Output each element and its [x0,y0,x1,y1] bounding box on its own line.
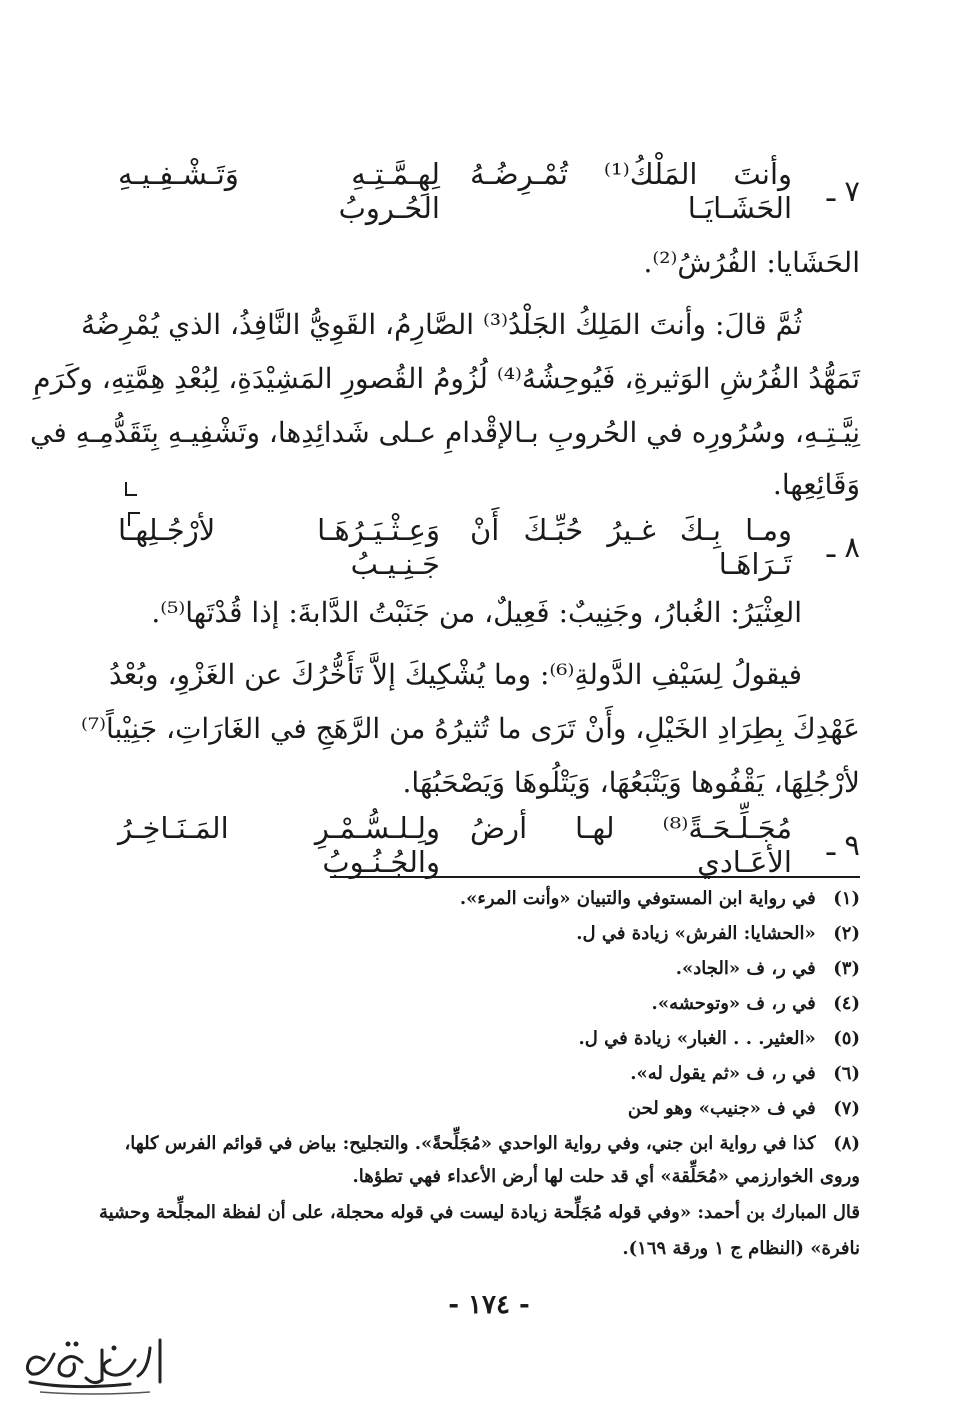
section-mark [125,482,137,496]
footnote-text: كذا في رواية ابن جني، وفي رواية الواحدي «مُجَلِّحةً». والتجليح: بياض في قوائم الفرس كلها، [124,1133,816,1154]
commentary-line: عَهْدِكَ بِطِرَادِ الخَيْلِ، وأَنْ تَرَى ما تُثيرُهُ من الرَّهَجِ في الغَارَاتِ، جَنِيْباً⁽⁷⁾ [80,712,860,745]
footnote-number: (٨) [833,1133,860,1154]
footnote-number: (٥) [833,1028,860,1049]
commentary-line: ثُمَّ قالَ: وأنتَ المَلِكُ الجَلْدُ⁽³⁾ الصَّارِمُ، القَوِيُّ النَّافِذُ، الذي يُمْرِضُهُ [81,308,802,341]
commentary-line: وَقَائِعِها. [772,468,860,501]
verse-number: ٩ ـ [826,828,860,862]
footnote-number: (٢) [833,923,860,944]
gloss-verse-7: الحَشَايا: الفُرُشُ⁽²⁾. [643,246,860,279]
footnote [118,1057,860,1091]
footnote-separator [330,876,860,878]
footnote-text: في رواية ابن المستوفي والتبيان «وأنت المرء». [459,888,816,909]
hemistich-second: ولِـلـسُّـمْـرِ المَـنَـاخِـرُ والجُـنُـوبُ [118,811,440,879]
footnote-number: (٣) [833,958,860,979]
footnote [118,952,860,986]
footnote-continuation: وروى الخوارزمي «مُحَلِّقة» أي قد حلت لها أرض الأعداء فهي تطؤها. [352,1166,860,1187]
page-number: - ١٧٤ - [448,1290,530,1320]
verse-number: ٨ ـ [826,530,860,564]
verse-number: ٧ ـ [826,174,860,208]
commentary-line: تَمَهُّدُ الفُرُشِ الوَثيرةِ، فَيُوحِشُهُ⁽⁴⁾ لُزُومُ القُصورِ المَشِيْدَةِ، لِبُعْدِ هِمَّتِهِ، وكَرَمِ [33,362,860,395]
footnote-text: في ر، ف «وتوحشه». [651,993,816,1014]
commentary-line: لأرْجُلِهَا، يَقْفُوها وَيَتْبَعُهَا، وَيَتْلُوهَا وَيَصْحَبُهَا. [402,766,860,799]
hemistich-first: مُجَـلِّـحَـةً⁽⁸⁾ لهـا أرضُ الأعَـادي [470,811,792,879]
footnote-number: (٦) [833,1063,860,1084]
footnote-text: «العثير. . . الغبار» زيادة في ل. [578,1028,816,1049]
footnote [118,1092,860,1126]
footnote-text: في ر، ف «ثم يقول له». [630,1063,816,1084]
footnote [118,1127,860,1161]
gloss-verse-8: العِثْيَرُ: الغُبارُ، وجَنِيبٌ: فَعِيلٌ، من جَنَبْتُ الدَّابةَ: إذا قُدْتَها⁽⁵⁾. [151,596,802,629]
footnote-number: (٧) [833,1098,860,1119]
calligraphy-stamp-logo [10,1320,170,1400]
footnote [118,1022,860,1056]
footnote-continuation: قال المبارك بن أحمد: «وفي قوله مُجَلِّحة زيادة ليست في قوله محجلة، على أن لفظة المجلِّحة وحشية [98,1202,860,1223]
footnote [118,917,860,951]
footnote-number: (٤) [833,993,860,1014]
hemistich-first: ومـا بِـكَ غـيرُ حُبِّـكَ أَنْ تَـرَاهَـا [470,513,792,581]
hemistich-second: لِهِـمَّـتِـهِ وَتَـشْـفِـيـهِ الحُـروبُ [118,157,440,225]
commentary-line: فيقولُ لِسَيْفِ الدَّولةِ⁽⁶⁾: وما يُشْكِيكَ إلاَّ تَأَخُّرُكَ عن الغَزْوِ، وبُعْدُ [109,658,802,691]
footnote [118,882,860,916]
footnote [118,987,860,1021]
hemistich-first: وأنتَ المَلْكُ⁽¹⁾ تُمْـرِضُـهُ الحَشَـايَـا [470,157,793,225]
footnote-text: «الحشايا: الفرش» زيادة في ل. [576,923,816,944]
verse-9 [118,811,860,879]
commentary-line: نِيَّـتِـهِ، وسُرُورِه في الحُروبِ بـالإقْدامِ عـلى شَدائِدِها، وتَشْفِيـهِ بِتَقَدُّمِـهِ في [30,416,860,449]
footnote-number: (١) [833,888,860,909]
hemistich-second: وَعِـثْـيَـرُهَـا لأرْجُـلِهـا جَـنِـيـبُ [118,513,440,581]
verse-8 [118,513,860,581]
verse-7 [118,157,860,225]
footnote-text: في ف «جنيب» وهو لحن [627,1098,816,1119]
footnote-continuation: نافرة» (النظام ج ١ ورقة ١٦٩). [622,1238,860,1259]
footnote-text: في ر، ف «الجاد». [675,958,816,979]
